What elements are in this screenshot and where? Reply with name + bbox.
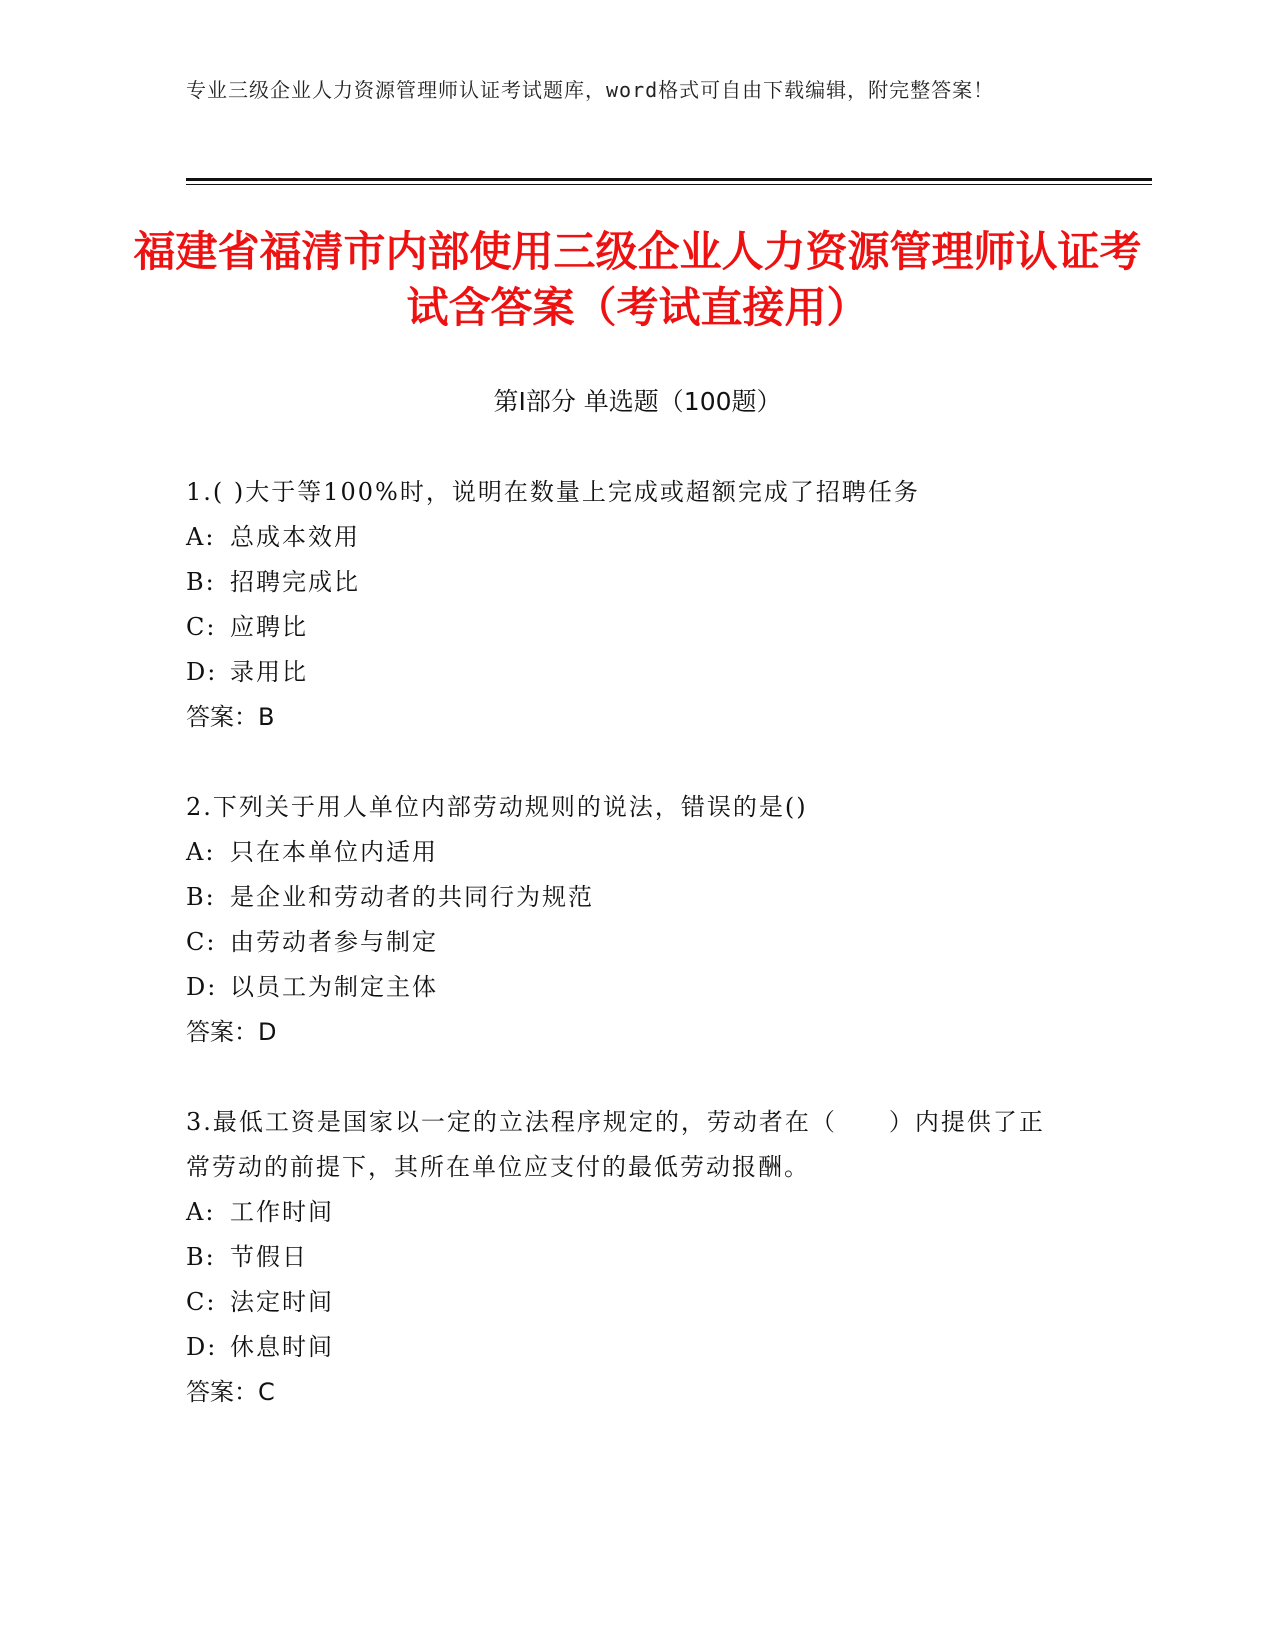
option-key: C: [186, 928, 217, 956]
option-c [186, 1280, 1066, 1325]
option-d [186, 1325, 1066, 1370]
header-rule-thick [186, 178, 1152, 181]
option-text: 是企业和劳动者的共同行为规范 [230, 883, 594, 911]
option-b [186, 1235, 1066, 1280]
option-text: 招聘完成比 [230, 568, 360, 596]
option-key: A: [186, 838, 216, 866]
option-text: 以员工为制定主体 [230, 973, 438, 1001]
option-c [186, 605, 1066, 650]
option-text: 由劳动者参与制定 [230, 928, 438, 956]
option-b [186, 560, 1066, 605]
option-c [186, 920, 1066, 965]
question-block [186, 1100, 1066, 1415]
question-text: 3.最低工资是国家以一定的立法程序规定的，劳动者在（ ）内提供了正常劳动的前提下，其所在单位应支付的最低劳动报酬。 [186, 1108, 1045, 1181]
answer-line: 答案：C [186, 1378, 275, 1406]
option-text: 应聘比 [230, 613, 308, 641]
option-text: 总成本效用 [230, 523, 360, 551]
question-block [186, 470, 1066, 740]
option-a [186, 515, 1066, 560]
option-text: 休息时间 [230, 1333, 334, 1361]
option-b [186, 875, 1066, 920]
answer-line: 答案：D [186, 1018, 277, 1046]
option-key: D: [186, 1333, 218, 1361]
option-key: D: [186, 973, 218, 1001]
option-d [186, 965, 1066, 1010]
option-text: 只在本单位内适用 [230, 838, 438, 866]
question-block [186, 785, 1066, 1055]
option-key: B: [186, 1243, 216, 1271]
option-key: D: [186, 658, 218, 686]
option-text: 录用比 [230, 658, 308, 686]
option-text: 节假日 [230, 1243, 308, 1271]
section-heading: 第Ⅰ部分 单选题（100题） [493, 387, 782, 416]
option-key: C: [186, 1288, 217, 1316]
option-a [186, 830, 1066, 875]
header-rule-thin [186, 184, 1152, 185]
question-text: 1.( )大于等100%时，说明在数量上完成或超额完成了招聘任务 [186, 478, 920, 506]
question-text: 2.下列关于用人单位内部劳动规则的说法，错误的是() [186, 793, 808, 821]
option-key: B: [186, 568, 216, 596]
option-a [186, 1190, 1066, 1235]
option-key: A: [186, 523, 216, 551]
document-title: 福建省福清市内部使用三级企业人力资源管理师认证考试含答案（考试直接用） [133, 227, 1142, 332]
option-text: 工作时间 [230, 1198, 334, 1226]
option-key: B: [186, 883, 216, 911]
option-d [186, 650, 1066, 695]
option-key: A: [186, 1198, 216, 1226]
header-note: 专业三级企业人力资源管理师认证考试题库，word格式可自由下载编辑，附完整答案！ [186, 78, 995, 102]
answer-line: 答案：B [186, 703, 275, 731]
option-key: C: [186, 613, 217, 641]
option-text: 法定时间 [230, 1288, 334, 1316]
